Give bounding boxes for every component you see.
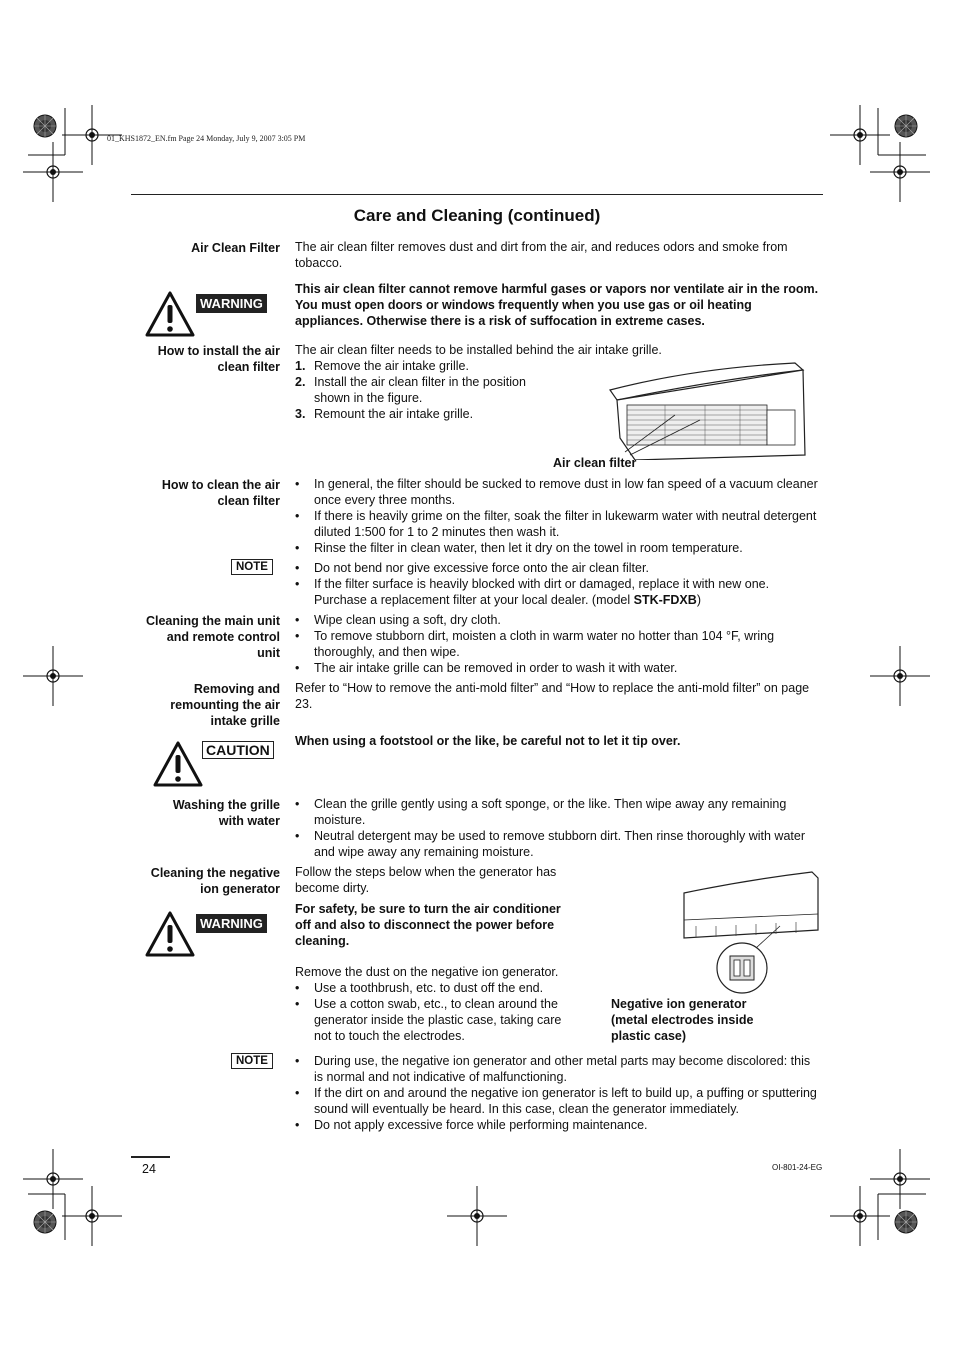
document-code: OI-801-24-EG bbox=[772, 1163, 823, 1172]
wash-list bbox=[295, 796, 820, 860]
section-label-install-filter: How to install the air clean filter bbox=[157, 344, 280, 374]
page-title: Care and Cleaning (continued) bbox=[353, 206, 601, 225]
model-number: STK-FDXB bbox=[633, 593, 697, 607]
install-step: 3. Remount the air intake grille. bbox=[295, 407, 474, 421]
clean-filter-notes bbox=[295, 560, 820, 608]
section-label-grille: Removing and remounting the air intake grille bbox=[170, 682, 280, 728]
list-item: • Neutral detergent may be used to remove stubborn dirt. Then rinse thoroughly with water and wipe away any remaining moisture. bbox=[295, 829, 806, 859]
section-label-main-unit: Cleaning the main unit and remote control unit bbox=[145, 614, 280, 660]
air-clean-filter-text: The air clean filter removes dust and dirt from the air, and reduces odors and smoke from tobacco. bbox=[295, 240, 788, 270]
list-item: • The air intake grille can be removed in order to wash it with water. bbox=[295, 661, 678, 675]
install-step: 1. Remove the air intake grille. bbox=[295, 359, 469, 373]
list-item: • Clean the grille gently using a soft sponge, or the like. Then wipe away any remaining moisture. bbox=[295, 797, 787, 827]
grille-text: Refer to “How to remove the anti-mold filter” and “How to replace the anti-mold filter” on page 23. bbox=[295, 681, 810, 711]
main-unit-list bbox=[295, 612, 820, 676]
list-item: • In general, the filter should be sucked to remove dust in low fan speed of a vacuum cleaner once every three months. bbox=[295, 477, 818, 507]
page-number: 24 bbox=[142, 1162, 156, 1176]
warning-triangle-icon bbox=[144, 910, 196, 958]
caution-triangle-icon bbox=[152, 740, 204, 788]
install-intro: The air clean filter needs to be installed behind the air intake grille. bbox=[295, 343, 662, 357]
ion-warning-text: For safety, be sure to turn the air conditioner off and also to disconnect the power before cleaning. bbox=[295, 902, 561, 948]
list-item: • If the filter surface is heavily blocked with dirt or damaged, replace it with new one. Purchase a replacement filter at your local dealer. (model STK-FDXB) bbox=[295, 577, 770, 607]
warning-badge: WARNING bbox=[196, 914, 267, 933]
section-label-ion-generator: Cleaning the negative ion generator bbox=[150, 866, 280, 896]
ion-generator-caption: Negative ion generator (metal electrodes inside plastic case) bbox=[611, 997, 754, 1043]
list-item: • Do not bend nor give excessive force onto the air clean filter. bbox=[295, 561, 649, 575]
section-label-air-clean-filter: Air Clean Filter bbox=[191, 241, 280, 255]
list-item: • Rinse the filter in clean water, then let it dry on the towel in room temperature. bbox=[295, 541, 743, 555]
section-label-clean-filter: How to clean the air clean filter bbox=[161, 478, 280, 508]
ion-instructions: Remove the dust on the negative ion generator. • Use a toothbrush, etc. to dust off the end. • Use a cotton swab, etc., to clean around the generator inside the plastic case, taking care not to touch the electrodes. bbox=[295, 964, 605, 1044]
list-item: • If the dirt on and around the negative ion generator is left to build up, a puffing or sputtering sound will eventually be heard. In this case, clean the generator immediately. bbox=[295, 1086, 817, 1116]
grille-caution-text: When using a footstool or the like, be careful not to let it tip over. bbox=[295, 734, 681, 748]
clean-filter-list bbox=[295, 476, 820, 556]
note-badge: NOTE bbox=[231, 1053, 273, 1069]
list-item: • During use, the negative ion generator and other metal parts may become discolored: this is normal and not indicative of malfunctioning. bbox=[295, 1054, 811, 1084]
list-item: • Do not apply excessive force while performing maintenance. bbox=[295, 1118, 648, 1132]
ion-notes bbox=[295, 1053, 821, 1133]
section-label-wash: Washing the grille with water bbox=[172, 798, 280, 828]
warning-triangle-icon bbox=[144, 290, 196, 338]
list-item: • Use a cotton swab, etc., to clean around the generator inside the plastic case, taking care not to touch the electrodes. bbox=[295, 997, 562, 1043]
ion-generator-illustration bbox=[676, 868, 822, 996]
caution-badge: CAUTION bbox=[202, 741, 274, 759]
air-filter-warning-text: This air clean filter cannot remove harmful gases or vapors nor ventilate air in the room. You must open doors or windows frequently when you use gas or oil heating appliances. Otherwise there is a risk of suffocation in extreme cases. bbox=[295, 282, 819, 328]
list-item: • To remove stubborn dirt, moisten a cloth in warm water no hotter than 104 °F, wring thoroughly, and then wipe. bbox=[295, 629, 775, 659]
note-badge: NOTE bbox=[231, 559, 273, 575]
warning-badge: WARNING bbox=[196, 294, 267, 313]
footer-rule bbox=[131, 1156, 170, 1158]
list-item: • If there is heavily grime on the filter, soak the filter in lukewarm water with neutral detergent diluted 1:500 for 1 to 2 minutes then wash it. bbox=[295, 509, 817, 539]
air-filter-caption: Air clean filter bbox=[553, 456, 637, 470]
header-rule bbox=[131, 194, 823, 195]
file-header: 01_KHS1872_EN.fm Page 24 Monday, July 9, 2007 3:05 PM bbox=[107, 134, 306, 143]
ion-intro: Follow the steps below when the generator has become dirty. bbox=[295, 865, 557, 895]
install-step: 2. Install the air clean filter in the position shown in the figure. bbox=[295, 375, 526, 405]
air-conditioner-filter-illustration bbox=[605, 360, 810, 460]
list-item: • Use a toothbrush, etc. to dust off the end. bbox=[295, 981, 544, 995]
list-item: • Wipe clean using a soft, dry cloth. bbox=[295, 613, 501, 627]
